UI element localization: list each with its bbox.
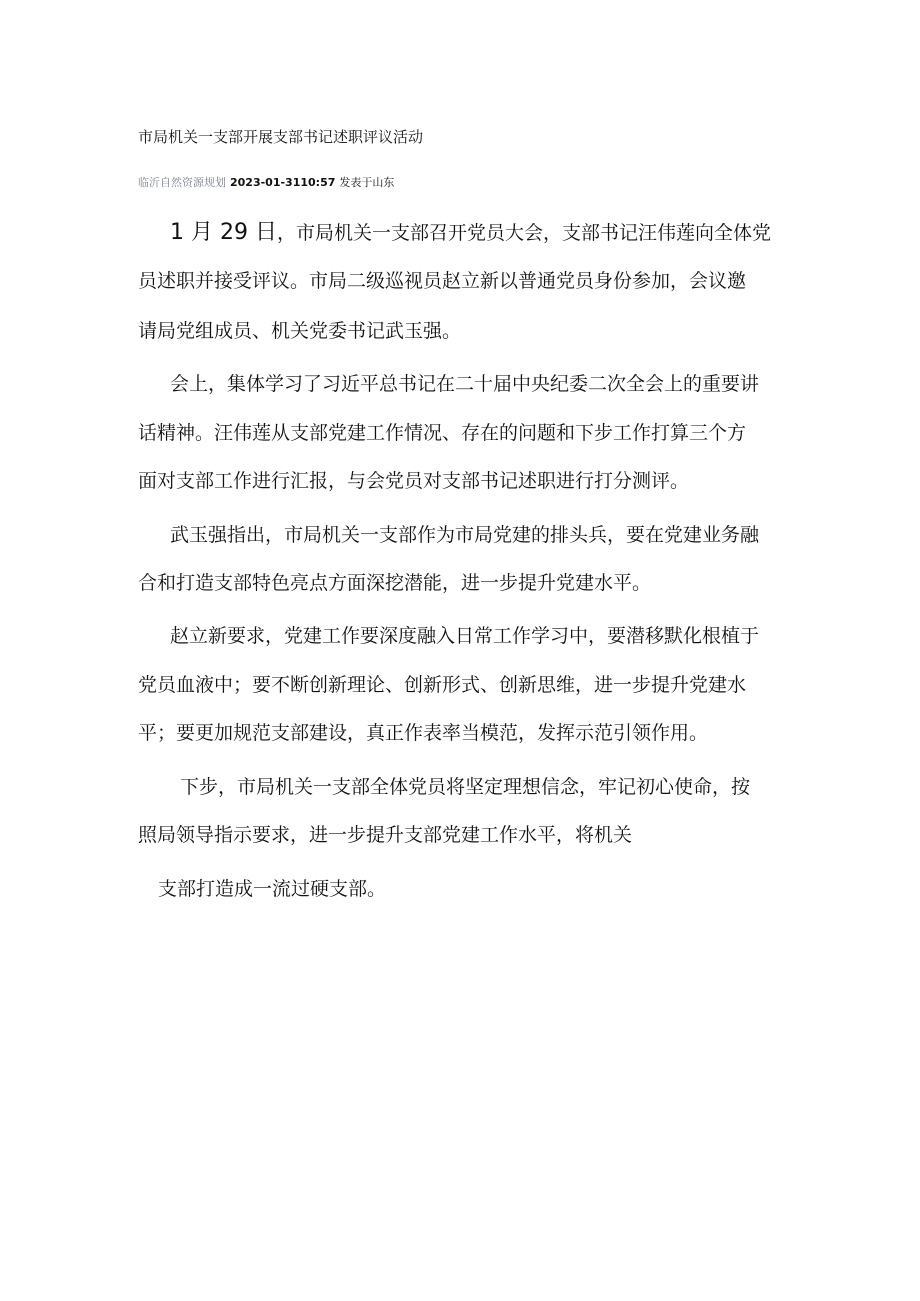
article-source: 临沂自然资源规划 [138, 176, 226, 189]
paragraph-5-line-1: 下步，市局机关一支部全体党员将坚定理想信念，牢记初心使命，按 [180, 776, 751, 798]
paragraph-4-line-1: 赵立新要求，党建工作要深度融入日常工作学习中，要潜移默化根植于 [170, 625, 760, 647]
paragraph-2-line-2: 话精神。汪伟莲从支部党建工作情况、存在的问题和下步工作打算三个方 [138, 422, 747, 444]
article-title: 市局机关一支部开展支部书记述职评议活动 [138, 128, 424, 146]
paragraph-1-line-2: 员述职并接受评议。市局二级巡视员赵立新以普通党员身份参加，会议邀 [138, 270, 747, 292]
paragraph-4-line-2: 党员血液中；要不断创新理论、创新形式、创新思维，进一步提升党建水 [138, 674, 747, 696]
paragraph-1-line-3: 请局党组成员、机关党委书记武玉强。 [138, 320, 462, 342]
paragraph-2-line-3: 面对支部工作进行汇报，与会党员对支部书记述职进行打分测评。 [138, 470, 690, 492]
paragraph-3-line-2: 合和打造支部特色亮点方面深挖潜能，进一步提升党建水平。 [138, 572, 652, 594]
paragraph-1-line-1-text: ，市局机关一支部召开党员大会，支部书记汪伟莲向全体党 [276, 222, 771, 244]
paragraph-4-line-3: 平；要更加规范支部建设，真正作表率当模范，发挥示范引领作用。 [138, 722, 709, 744]
article-meta [138, 174, 394, 192]
paragraph-1-date: 1 月 29 日 [170, 220, 277, 245]
article-time: 2023-01-3110:57 [230, 176, 336, 189]
paragraph-5-line-3: 支部打造成一流过硬支部。 [158, 878, 387, 900]
paragraph-3-line-1: 武玉强指出，市局机关一支部作为市局党建的排头兵，要在党建业务融 [170, 524, 760, 546]
paragraph-2-line-1: 会上，集体学习了习近平总书记在二十届中央纪委二次全会上的重要讲 [170, 373, 760, 395]
paragraph-5-line-2: 照局领导指示要求，进一步提升支部党建工作水平，将机关 [138, 824, 633, 846]
paragraph-1-line-1 [170, 220, 771, 246]
article-location: 发表于山东 [339, 176, 395, 189]
